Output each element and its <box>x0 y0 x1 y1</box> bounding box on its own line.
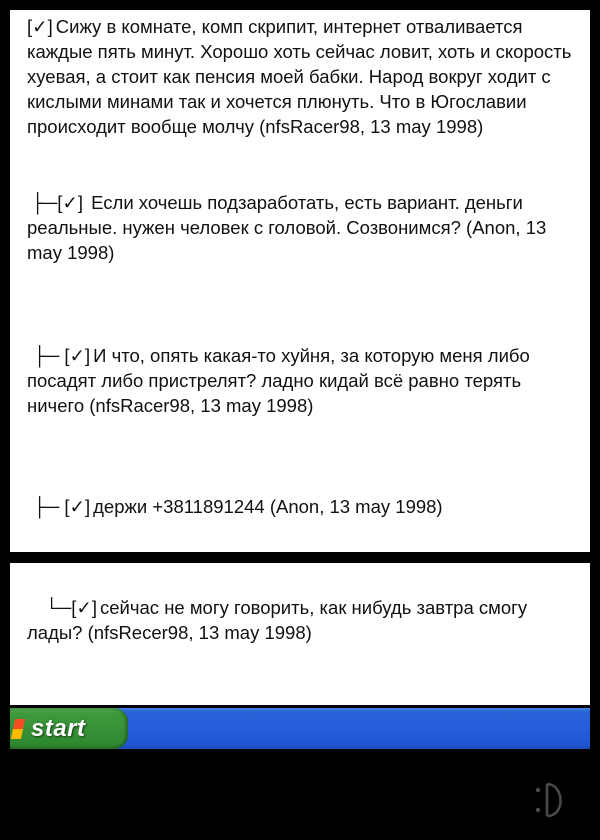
post-text: Если хочешь подзаработать, есть вариант. деньги реальные. нужен человек с головой. Созвонимся? (Anon, 13 may 1998) <box>27 192 547 263</box>
emoticon-text: :D <box>528 778 529 779</box>
checkbox-checked[interactable]: [✓] <box>27 16 53 37</box>
checkbox-checked[interactable]: [✓] <box>71 597 97 618</box>
post-text: И что, опять какая-то хуйня, за которую меня либо посадят либо пристрелят? ладно кидай всё равно терять ничего (nfsRacer98, 13 may 1998) <box>27 345 530 416</box>
checkbox-checked[interactable]: [✓] <box>64 345 91 366</box>
emoticon-smile <box>528 778 572 822</box>
emoticon-dot-top <box>536 788 540 792</box>
start-button[interactable] <box>10 708 128 749</box>
tree-branch: └─ <box>45 597 72 618</box>
thread-panel-bottom <box>10 563 590 705</box>
post-text: сейчас не могу говорить, как нибудь завтра смогу лады? (nfsRecer98, 13 may 1998) <box>27 597 528 643</box>
post-reply-1 <box>27 190 575 265</box>
taskbar <box>10 708 590 749</box>
post-reply-4 <box>27 595 575 645</box>
tree-branch: ├─ <box>33 345 60 366</box>
checkbox-checked[interactable]: [✓] <box>57 192 83 213</box>
emoticon-dot-bottom <box>536 808 540 812</box>
emoticon-mouth <box>547 784 561 816</box>
post-text: Сижу в комнате, комп скрипит, интернет отваливается каждые пять минут. Хорошо хоть сейчас ловит, хоть и скорость хуевая, а стоит как пенсия моей бабки. Народ вокруг ходит с кислыми минами так и хочется плюнуть. Что в Югославии происходит вообще молчу (nfsRacer98, 13 may 1998) <box>27 16 572 137</box>
post-original <box>27 14 572 139</box>
tree-branch: ├─ <box>33 496 60 517</box>
start-label: start <box>31 714 86 742</box>
tree-branch: ├─ <box>31 192 58 213</box>
windows-logo-icon <box>11 719 25 739</box>
post-reply-2 <box>27 343 575 418</box>
checkbox-checked[interactable]: [✓] <box>64 496 91 517</box>
post-reply-3 <box>27 494 575 519</box>
post-text: держи +3811891244 (Anon, 13 may 1998) <box>93 496 443 517</box>
thread-panel-top <box>10 10 590 552</box>
